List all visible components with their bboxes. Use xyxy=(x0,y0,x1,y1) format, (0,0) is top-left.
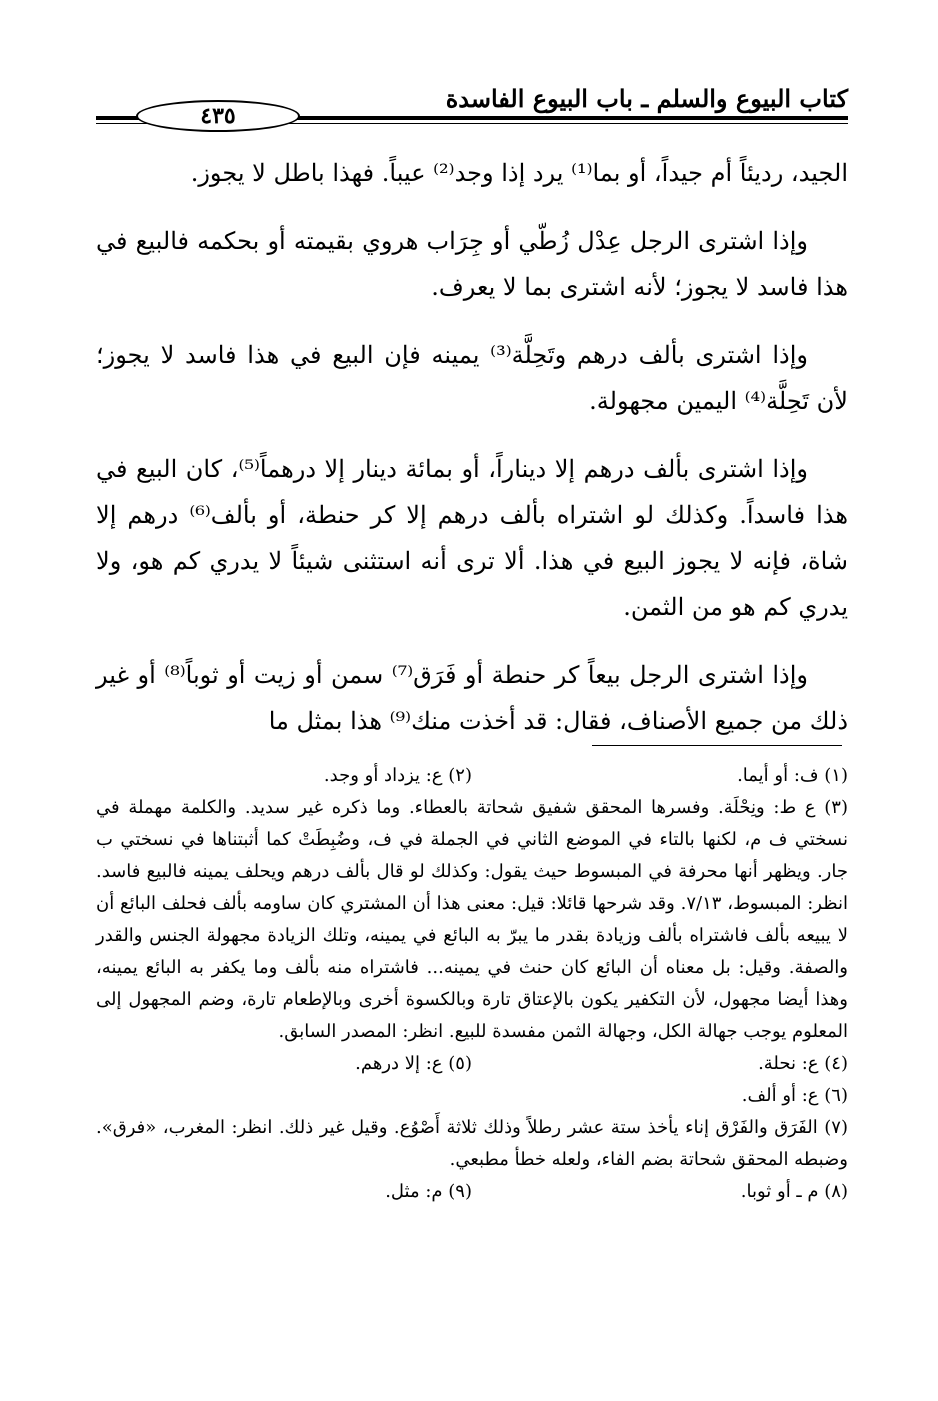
footnotes xyxy=(96,760,848,1208)
footnote: (٤) ع: نحلة. xyxy=(758,1053,848,1074)
footnote-row xyxy=(96,1048,848,1080)
paragraph: الجيد، رديئاً أم جيداً، أو بما⁽¹⁾ يرد إذا وجد⁽²⁾ عيباً. فهذا باطل لا يجوز. xyxy=(190,159,848,187)
footnote: (٣) ع ط: ونِحْلَة. وفسرها المحقق شفيق شحاتة بالعطاء. وما ذكره غير سديد. والكلمة مهملة في نسختي ف م، لكنها بالتاء في الموضع الثاني في الجملة في ف، وضُبِطَتْ كما أثبتناها في نسختي ب جار. ويظهر أنها محرفة في المبسوط حيث يقول: وكذلك لو قال بألف درهم ويحلف يمينه فالبيع فاسد. انظر: المبسوط، ٧/١٣. وقد شرحها قائلا: قيل: معنى هذا أن المشتري كان ساومه بألف فحلف البائع أن لا يبيعه بألف فاشتراه بألف وزيادة بقدر ما يبرّ به البائع في يمينه، وتلك الزيادة مجهولة الجنس والقدر والصفة. وقيل: بل معناه أن البائع كان حنث في يمينه... فاشتراه منه بألف وما يكفر به البائع يمينه، وهذا أيضا مجهول، لأن التكفير يكون بالإعتاق تارة وبالكسوة أخرى وبالإطعام تارة، وضم المجهول إلى المعلوم يوجب جهالة الكل، وجهالة الثمن مفسدة للبيع. انظر: المصدر السابق. xyxy=(96,797,848,1042)
body-text xyxy=(96,150,848,766)
page-number: ٤٣٥ xyxy=(136,100,300,132)
footnote: (٦) ع: أو ألف. xyxy=(741,1085,848,1106)
paragraph: وإذا اشترى الرجل عِدْل زُطّي أو جِرَاب هروي بقيمته أو بحكمه فالبيع في هذا فاسد لا يجوز؛ لأنه اشترى بما لا يعرف. xyxy=(96,227,848,301)
footnote: (٩) م: مثل. xyxy=(385,1181,472,1202)
page-number-frame xyxy=(136,100,306,130)
footnote: (٨) م ـ أو ثوبا. xyxy=(740,1181,848,1202)
footnote: (٢) ع: يزداد أو وجد. xyxy=(323,765,472,786)
footnote: (١) ف: أو أيما. xyxy=(737,765,848,786)
footnote-row xyxy=(96,1176,848,1208)
paragraph: وإذا اشترى بألف درهم إلا ديناراً، أو بمائة دينار إلا درهماً⁽⁵⁾، كان البيع في هذا فاسداً. وكذلك لو اشتراه بألف درهم إلا كر حنطة، أو بألف⁽⁶⁾ درهم إلا شاة، فإنه لا يجوز البيع في هذا. ألا ترى أنه استثنى شيئاً لا يدري كم هو، ولا يدري كم هو من الثمن. xyxy=(96,455,848,621)
footnote-divider xyxy=(592,745,842,746)
paragraph: وإذا اشترى الرجل بيعاً كر حنطة أو فَرَق⁽⁷⁾ سمن أو زيت أو ثوباً⁽⁸⁾ أو غير ذلك من جميع الأصناف، فقال: قد أخذت منك⁽⁹⁾ هذا بمثل ما xyxy=(96,661,848,735)
footnote: (٧) الفَرَق والفَرْق إناء يأخذ ستة عشر رطلاً وذلك ثلاثة أَصْوُع. وقيل غير ذلك. انظر: المغرب، «فرق». وضبطه المحقق شحاتة بضم الفاء، ولعله خطأ مطبعي. xyxy=(96,1117,848,1170)
paragraph: وإذا اشترى بألف درهم وتَحِلَّة⁽³⁾ يمينه فإن البيع في هذا فاسد لا يجوز؛ لأن تَحِلَّة⁽⁴⁾ اليمين مجهولة. xyxy=(96,341,848,415)
footnote: (٥) ع: إلا درهم. xyxy=(355,1053,472,1074)
footnote-row xyxy=(96,1080,848,1112)
page-header xyxy=(96,78,848,130)
running-title: كتاب البيوع والسلم ـ باب البيوع الفاسدة xyxy=(445,84,848,113)
footnote-row xyxy=(96,760,848,792)
